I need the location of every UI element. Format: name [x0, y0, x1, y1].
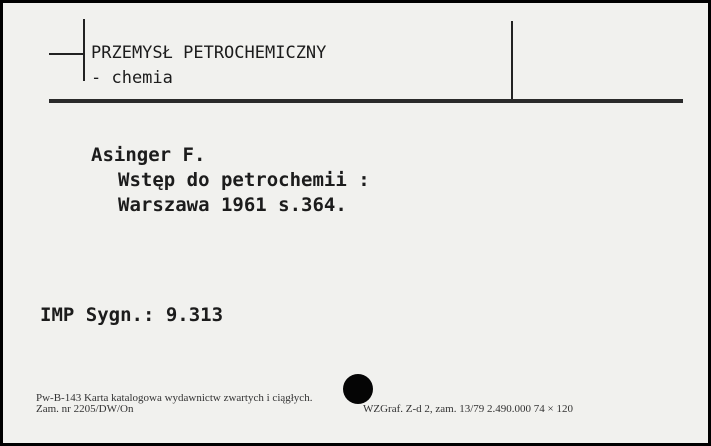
catalog-card: [3, 3, 708, 443]
footer-order-line: Zam. nr 2205/DW/On: [36, 403, 134, 415]
header-left-underline: [49, 53, 83, 55]
subject-heading: [91, 41, 326, 91]
header-right-divider: [511, 21, 513, 101]
author: Asinger F.: [91, 144, 206, 166]
imprint: Warszawa 1961 s.364.: [118, 194, 347, 216]
header-left-divider: [83, 19, 85, 81]
footer-printer-line: WZGraf. Z-d 2, zam. 13/79 2.490.000 74 × 120: [363, 403, 573, 415]
book-title: Wstęp do petrochemii :: [118, 169, 370, 191]
subject-line-1: PRZEMYSŁ PETROCHEMICZNY: [91, 43, 327, 63]
subject-line-2: - chemia: [91, 68, 173, 88]
punch-hole: [343, 374, 373, 404]
header-rule: [49, 99, 683, 103]
footer-form-line: Pw-B-143 Karta katalogowa wydawnictw zwartych i ciągłych.: [36, 392, 313, 404]
call-number: IMP Sygn.: 9.313: [40, 304, 224, 326]
